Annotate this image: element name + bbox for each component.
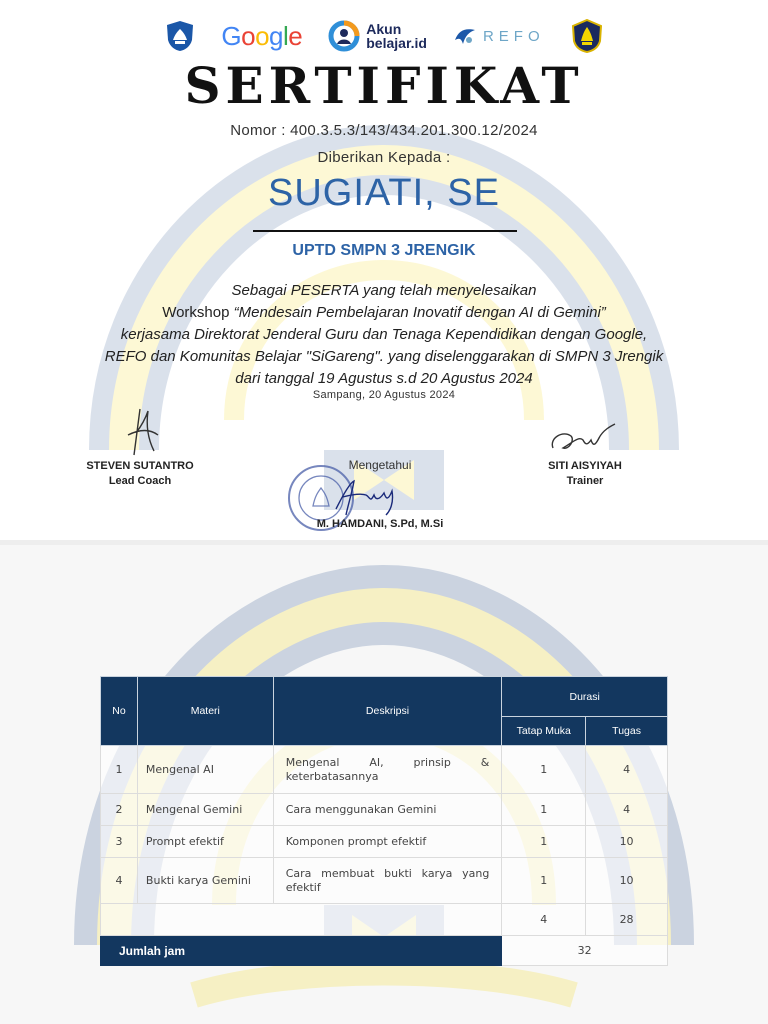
partner-logos bbox=[0, 14, 768, 58]
akun-line1: Akun bbox=[366, 21, 402, 37]
name-underline bbox=[253, 230, 517, 232]
workshop-prefix: Workshop bbox=[162, 304, 234, 321]
refo-logo bbox=[453, 26, 545, 46]
right-signature bbox=[545, 420, 620, 460]
table-row bbox=[101, 858, 668, 904]
jumlah-row bbox=[101, 936, 668, 966]
recipient-school: UPTD SMPN 3 JRENGIK bbox=[292, 242, 476, 259]
curriculum-table bbox=[100, 676, 668, 966]
kemdikbud-logo bbox=[165, 20, 195, 52]
place-date: Sampang, 20 Agustus 2024 bbox=[312, 389, 456, 401]
table-row bbox=[101, 826, 668, 858]
right-signatory-role: Trainer bbox=[566, 475, 604, 487]
cell-tugas: 10 bbox=[586, 858, 668, 904]
body-line-1: Sebagai PESERTA yang telah menyelesaikan bbox=[231, 282, 537, 299]
cell-deskripsi: Cara membuat bukti karya yang efektif bbox=[273, 858, 502, 904]
cell-materi: Mengenal AI bbox=[137, 746, 273, 794]
col-header-durasi: Durasi bbox=[502, 677, 668, 717]
certificate-number: Nomor : 400.3.5.3/143/434.201.300.12/2024 bbox=[230, 122, 538, 139]
certificate-body bbox=[40, 280, 728, 390]
body-line-2 bbox=[40, 302, 728, 324]
cell-tatap-muka: 1 bbox=[502, 794, 586, 826]
body-line-5: dari tanggal 19 Agustus s.d 20 Agustus 2024 bbox=[235, 370, 533, 387]
jumlah-value: 32 bbox=[502, 936, 668, 966]
refo-text: REFO bbox=[482, 27, 545, 45]
col-header-tatap-muka: Tatap Muka bbox=[502, 717, 586, 746]
body-line-3: kerjasama Direktorat Jenderal Guru dan Tenaga Kependidikan dengan Google, bbox=[120, 326, 648, 343]
total-empty-cell bbox=[101, 904, 502, 936]
col-header-deskripsi: Deskripsi bbox=[273, 677, 502, 746]
cell-tugas: 10 bbox=[586, 826, 668, 858]
akun-belajar-logo bbox=[328, 20, 427, 52]
center-signatory-name: M. HAMDANI, S.Pd, M.Si bbox=[316, 518, 444, 530]
col-header-tugas: Tugas bbox=[586, 717, 668, 746]
google-logo: Google bbox=[221, 20, 303, 51]
body-line-4: REFO dan Komunitas Belajar "SiGareng". yang diselenggarakan di SMPN 3 Jrengik bbox=[104, 348, 664, 365]
cell-tatap-muka: 1 bbox=[502, 858, 586, 904]
cell-no: 2 bbox=[101, 794, 138, 826]
cell-materi: Prompt efektif bbox=[137, 826, 273, 858]
col-header-no: No bbox=[101, 677, 138, 746]
cell-tatap-muka: 1 bbox=[502, 746, 586, 794]
regency-seal-logo bbox=[571, 19, 603, 53]
table-row bbox=[101, 746, 668, 794]
total-row bbox=[101, 904, 668, 936]
cell-tatap-muka: 1 bbox=[502, 826, 586, 858]
total-tugas: 28 bbox=[586, 904, 668, 936]
left-signature bbox=[110, 405, 170, 460]
table-row bbox=[101, 794, 668, 826]
col-header-materi: Materi bbox=[137, 677, 273, 746]
cell-deskripsi: Cara menggunakan Gemini bbox=[273, 794, 502, 826]
cell-no: 3 bbox=[101, 826, 138, 858]
cell-deskripsi: Mengenal AI, prinsip & keterbatasannya bbox=[273, 746, 502, 794]
cell-tugas: 4 bbox=[586, 746, 668, 794]
akun-line2: belajar.id bbox=[366, 35, 427, 51]
center-signature bbox=[330, 475, 410, 520]
certificate-title: SERTIFIKAT bbox=[184, 56, 584, 115]
left-signatory-name: STEVEN SUTANTRO bbox=[86, 460, 194, 472]
right-signatory-name: SITI AISYIYAH bbox=[548, 460, 622, 472]
workshop-title: “Mendesain Pembelajaran Inovatif dengan AI di Gemini” bbox=[233, 304, 606, 321]
left-signatory-role: Lead Coach bbox=[108, 475, 172, 487]
cell-no: 4 bbox=[101, 858, 138, 904]
acknowledged-label: Mengetahui bbox=[348, 458, 412, 472]
cell-deskripsi: Komponen prompt efektif bbox=[273, 826, 502, 858]
given-to-label: Diberikan Kepada : bbox=[317, 149, 451, 166]
cell-materi: Mengenal Gemini bbox=[137, 794, 273, 826]
recipient-name: SUGIATI, SE bbox=[267, 172, 500, 214]
cell-tugas: 4 bbox=[586, 794, 668, 826]
cell-materi: Bukti karya Gemini bbox=[137, 858, 273, 904]
jumlah-label: Jumlah jam bbox=[101, 936, 502, 966]
total-tatap-muka: 4 bbox=[502, 904, 586, 936]
cell-no: 1 bbox=[101, 746, 138, 794]
